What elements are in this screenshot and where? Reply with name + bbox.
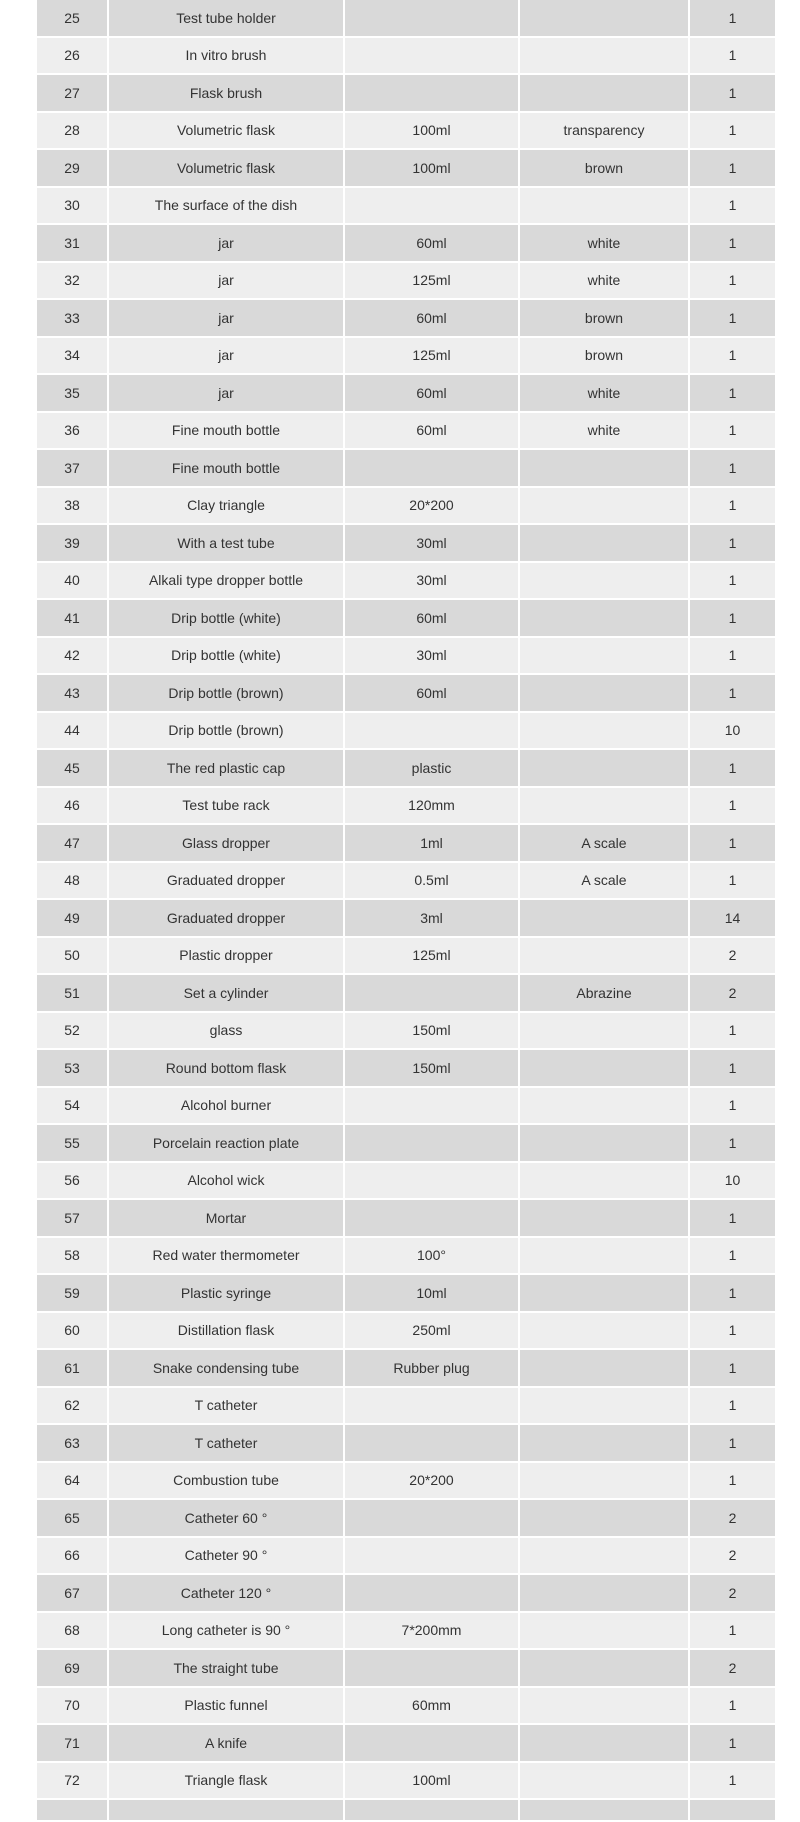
item-spec: 0.5ml — [344, 862, 519, 900]
item-quantity: 1 — [689, 487, 775, 525]
item-name: Fine mouth bottle — [108, 449, 344, 487]
item-name: jar — [108, 337, 344, 375]
item-spec — [344, 0, 519, 37]
row-number: 33 — [37, 299, 108, 337]
item-spec: 20*200 — [344, 1462, 519, 1500]
item-note — [519, 599, 689, 637]
row-number: 67 — [37, 1574, 108, 1612]
item-quantity: 1 — [689, 412, 775, 450]
item-note — [519, 0, 689, 37]
item-note — [519, 1237, 689, 1275]
table-row — [37, 187, 775, 225]
item-quantity: 1 — [689, 1049, 775, 1087]
row-number: 29 — [37, 149, 108, 187]
item-quantity: 1 — [689, 449, 775, 487]
item-note — [519, 749, 689, 787]
item-spec: 20*200 — [344, 487, 519, 525]
item-spec: 100ml — [344, 112, 519, 150]
item-note — [519, 674, 689, 712]
row-number: 51 — [37, 974, 108, 1012]
item-quantity: 2 — [689, 1574, 775, 1612]
item-note — [519, 524, 689, 562]
item-spec: plastic — [344, 749, 519, 787]
item-quantity: 1 — [689, 1087, 775, 1125]
table-row — [37, 1424, 775, 1462]
table-row — [37, 112, 775, 150]
item-quantity: 1 — [689, 1237, 775, 1275]
item-quantity: 1 — [689, 1687, 775, 1725]
table-row — [37, 1049, 775, 1087]
item-note — [519, 1049, 689, 1087]
row-number: 62 — [37, 1387, 108, 1425]
item-name: Plastic funnel — [108, 1687, 344, 1725]
item-name: Distillation flask — [108, 1312, 344, 1350]
row-number: 45 — [37, 749, 108, 787]
item-spec: 60ml — [344, 412, 519, 450]
row-number: 38 — [37, 487, 108, 525]
item-spec: 10ml — [344, 1274, 519, 1312]
table-row — [37, 1087, 775, 1125]
item-spec — [344, 1537, 519, 1575]
table-row — [37, 899, 775, 937]
item-spec: 100° — [344, 1237, 519, 1275]
item-name: jar — [108, 374, 344, 412]
table-row — [37, 1499, 775, 1537]
item-quantity: 1 — [689, 74, 775, 112]
item-name: Test tube holder — [108, 0, 344, 37]
item-name: Alkali type dropper bottle — [108, 562, 344, 600]
item-note — [519, 1349, 689, 1387]
item-spec — [344, 74, 519, 112]
item-note — [519, 712, 689, 750]
item-spec — [344, 1199, 519, 1237]
row-number: 52 — [37, 1012, 108, 1050]
row-number: 41 — [37, 599, 108, 637]
item-quantity: 2 — [689, 937, 775, 975]
item-quantity: 1 — [689, 0, 775, 37]
table-row — [37, 262, 775, 300]
row-number: 42 — [37, 637, 108, 675]
table-row — [37, 1574, 775, 1612]
item-spec: 7*200mm — [344, 1612, 519, 1650]
item-name: Combustion tube — [108, 1462, 344, 1500]
table-row — [37, 1462, 775, 1500]
row-number: 49 — [37, 899, 108, 937]
item-quantity: 1 — [689, 1762, 775, 1800]
item-quantity: 1 — [689, 1724, 775, 1762]
row-number: 34 — [37, 337, 108, 375]
item-quantity: 1 — [689, 224, 775, 262]
row-number: 44 — [37, 712, 108, 750]
row-number: 37 — [37, 449, 108, 487]
item-spec — [344, 1087, 519, 1125]
item-quantity: 1 — [689, 37, 775, 75]
item-note: brown — [519, 149, 689, 187]
item-note — [519, 1537, 689, 1575]
table-row — [37, 1387, 775, 1425]
table-row — [37, 1724, 775, 1762]
table-row — [37, 712, 775, 750]
table-row — [37, 0, 775, 37]
item-spec: 60ml — [344, 224, 519, 262]
row-number: 69 — [37, 1649, 108, 1687]
row-number: 54 — [37, 1087, 108, 1125]
item-name: Alcohol burner — [108, 1087, 344, 1125]
item-name: Volumetric flask — [108, 149, 344, 187]
item-note — [519, 1087, 689, 1125]
table-row — [37, 374, 775, 412]
row-number: 30 — [37, 187, 108, 225]
table-row — [37, 1762, 775, 1800]
table-row — [37, 337, 775, 375]
item-name: Triangle flask — [108, 1762, 344, 1800]
item-note — [519, 1462, 689, 1500]
row-number: 57 — [37, 1199, 108, 1237]
item-name: The surface of the dish — [108, 187, 344, 225]
item-quantity: 1 — [689, 149, 775, 187]
item-quantity: 2 — [689, 1537, 775, 1575]
item-spec: 150ml — [344, 1012, 519, 1050]
item-name: Volumetric flask — [108, 112, 344, 150]
item-quantity: 1 — [689, 1424, 775, 1462]
table-row — [37, 1537, 775, 1575]
item-note — [519, 562, 689, 600]
item-spec: 3ml — [344, 899, 519, 937]
item-spec — [344, 1649, 519, 1687]
item-quantity: 1 — [689, 1387, 775, 1425]
item-quantity: 1 — [689, 112, 775, 150]
item-note — [519, 1274, 689, 1312]
item-name: Graduated dropper — [108, 862, 344, 900]
item-quantity: 2 — [689, 1649, 775, 1687]
table-row — [37, 149, 775, 187]
table-row — [37, 299, 775, 337]
row-number: 65 — [37, 1499, 108, 1537]
row-number: 66 — [37, 1537, 108, 1575]
item-quantity: 10 — [689, 712, 775, 750]
row-number: 63 — [37, 1424, 108, 1462]
item-quantity: 1 — [689, 599, 775, 637]
item-name: Plastic dropper — [108, 937, 344, 975]
row-number: 70 — [37, 1687, 108, 1725]
row-number: 36 — [37, 412, 108, 450]
item-note — [519, 74, 689, 112]
table-row — [37, 524, 775, 562]
table-row — [37, 1199, 775, 1237]
item-name: glass — [108, 1012, 344, 1050]
item-spec: 30ml — [344, 637, 519, 675]
table-row — [37, 599, 775, 637]
item-spec: 120mm — [344, 787, 519, 825]
table-row — [37, 1612, 775, 1650]
row-number: 53 — [37, 1049, 108, 1087]
table-row — [37, 974, 775, 1012]
item-quantity: 1 — [689, 337, 775, 375]
item-quantity: 1 — [689, 674, 775, 712]
item-name: T catheter — [108, 1387, 344, 1425]
item-note: brown — [519, 337, 689, 375]
item-spec — [344, 1124, 519, 1162]
item-name: jar — [108, 224, 344, 262]
item-spec — [344, 1499, 519, 1537]
item-spec: 100ml — [344, 149, 519, 187]
item-note — [519, 37, 689, 75]
item-note — [519, 937, 689, 975]
item-note — [519, 1199, 689, 1237]
item-note: transparency — [519, 112, 689, 150]
item-quantity: 1 — [689, 1312, 775, 1350]
item-quantity: 1 — [689, 824, 775, 862]
row-number: 39 — [37, 524, 108, 562]
item-quantity: 1 — [689, 1124, 775, 1162]
item-note — [519, 449, 689, 487]
item-name: Alcohol wick — [108, 1162, 344, 1200]
item-name: Porcelain reaction plate — [108, 1124, 344, 1162]
item-note — [519, 1499, 689, 1537]
item-note — [519, 1762, 689, 1800]
table-row — [37, 74, 775, 112]
row-number: 28 — [37, 112, 108, 150]
item-quantity: 1 — [689, 524, 775, 562]
item-name: Red water thermometer — [108, 1237, 344, 1275]
table-row — [37, 1124, 775, 1162]
row-number: 48 — [37, 862, 108, 900]
item-name: Catheter 60 ° — [108, 1499, 344, 1537]
item-note — [519, 487, 689, 525]
item-quantity: 10 — [689, 1162, 775, 1200]
item-name: Catheter 120 ° — [108, 1574, 344, 1612]
item-name: Plastic syringe — [108, 1274, 344, 1312]
item-spec: 125ml — [344, 937, 519, 975]
table-row — [37, 1012, 775, 1050]
item-note — [519, 187, 689, 225]
item-note — [519, 1312, 689, 1350]
row-number: 72 — [37, 1762, 108, 1800]
row-number: 50 — [37, 937, 108, 975]
table-row — [37, 637, 775, 675]
item-spec: 60ml — [344, 674, 519, 712]
row-number: 31 — [37, 224, 108, 262]
table-body — [37, 0, 775, 1821]
item-note: A scale — [519, 824, 689, 862]
table-row — [37, 674, 775, 712]
table-row — [37, 1312, 775, 1350]
item-spec: 150ml — [344, 1049, 519, 1087]
table-row — [37, 1162, 775, 1200]
item-spec: 125ml — [344, 262, 519, 300]
table-row — [37, 449, 775, 487]
item-spec — [344, 1574, 519, 1612]
item-quantity: 1 — [689, 1349, 775, 1387]
item-name: A knife — [108, 1724, 344, 1762]
item-quantity: 1 — [689, 787, 775, 825]
table-row — [37, 937, 775, 975]
table-row — [37, 1349, 775, 1387]
item-name: Flask brush — [108, 74, 344, 112]
table-row — [37, 1237, 775, 1275]
row-number: 46 — [37, 787, 108, 825]
item-name: Catheter 90 ° — [108, 1537, 344, 1575]
item-spec — [344, 449, 519, 487]
item-quantity: 1 — [689, 1274, 775, 1312]
table-row — [37, 862, 775, 900]
item-quantity: 2 — [689, 1499, 775, 1537]
table-row — [37, 1649, 775, 1687]
table-row — [37, 562, 775, 600]
row-number: 59 — [37, 1274, 108, 1312]
row-number: 27 — [37, 74, 108, 112]
item-quantity: 14 — [689, 899, 775, 937]
item-spec: 60ml — [344, 374, 519, 412]
row-number: 25 — [37, 0, 108, 37]
table-row-partial — [37, 1799, 775, 1821]
item-note — [519, 1387, 689, 1425]
item-note: white — [519, 374, 689, 412]
row-number: 61 — [37, 1349, 108, 1387]
row-number: 55 — [37, 1124, 108, 1162]
item-name: T catheter — [108, 1424, 344, 1462]
row-number: 68 — [37, 1612, 108, 1650]
item-note — [519, 899, 689, 937]
item-note: brown — [519, 299, 689, 337]
item-name: Mortar — [108, 1199, 344, 1237]
row-number: 43 — [37, 674, 108, 712]
item-spec — [344, 1162, 519, 1200]
item-quantity: 1 — [689, 187, 775, 225]
item-note: white — [519, 262, 689, 300]
table-row — [37, 787, 775, 825]
item-spec: 30ml — [344, 562, 519, 600]
row-number: 32 — [37, 262, 108, 300]
row-number: 64 — [37, 1462, 108, 1500]
item-name: Drip bottle (white) — [108, 637, 344, 675]
item-spec: 250ml — [344, 1312, 519, 1350]
item-note — [519, 1687, 689, 1725]
item-spec — [344, 1387, 519, 1425]
item-quantity: 1 — [689, 1612, 775, 1650]
item-name: Fine mouth bottle — [108, 412, 344, 450]
item-name: Set a cylinder — [108, 974, 344, 1012]
item-quantity: 1 — [689, 562, 775, 600]
equipment-table — [37, 0, 775, 1822]
row-number: 35 — [37, 374, 108, 412]
item-quantity: 1 — [689, 862, 775, 900]
item-quantity: 2 — [689, 974, 775, 1012]
table-row — [37, 1687, 775, 1725]
row-number: 58 — [37, 1237, 108, 1275]
table-row — [37, 1274, 775, 1312]
item-name: Clay triangle — [108, 487, 344, 525]
table-row — [37, 749, 775, 787]
item-name: Round bottom flask — [108, 1049, 344, 1087]
item-note — [519, 1012, 689, 1050]
table-row — [37, 824, 775, 862]
item-quantity: 1 — [689, 749, 775, 787]
table-row — [37, 37, 775, 75]
row-number: 60 — [37, 1312, 108, 1350]
item-name: Graduated dropper — [108, 899, 344, 937]
item-note — [519, 1124, 689, 1162]
table-row — [37, 224, 775, 262]
item-spec: Rubber plug — [344, 1349, 519, 1387]
item-quantity: 1 — [689, 374, 775, 412]
item-name: Drip bottle (brown) — [108, 712, 344, 750]
item-spec — [344, 1724, 519, 1762]
item-note: A scale — [519, 862, 689, 900]
item-name: In vitro brush — [108, 37, 344, 75]
item-spec: 60mm — [344, 1687, 519, 1725]
item-name: Drip bottle (white) — [108, 599, 344, 637]
item-spec: 30ml — [344, 524, 519, 562]
table-row — [37, 412, 775, 450]
item-note — [519, 1612, 689, 1650]
item-spec — [344, 187, 519, 225]
item-spec — [344, 974, 519, 1012]
item-name: Test tube rack — [108, 787, 344, 825]
item-quantity: 1 — [689, 299, 775, 337]
item-name: jar — [108, 262, 344, 300]
item-note — [519, 1724, 689, 1762]
item-name: With a test tube — [108, 524, 344, 562]
item-spec: 1ml — [344, 824, 519, 862]
item-quantity: 1 — [689, 637, 775, 675]
item-note — [519, 1574, 689, 1612]
item-name: Snake condensing tube — [108, 1349, 344, 1387]
item-spec — [344, 1424, 519, 1462]
item-quantity: 1 — [689, 1012, 775, 1050]
item-spec: 60ml — [344, 599, 519, 637]
item-note — [519, 637, 689, 675]
row-number: 71 — [37, 1724, 108, 1762]
item-spec: 60ml — [344, 299, 519, 337]
item-quantity: 1 — [689, 262, 775, 300]
item-note — [519, 1649, 689, 1687]
item-note — [519, 1162, 689, 1200]
table-row — [37, 487, 775, 525]
item-note: white — [519, 224, 689, 262]
item-note — [519, 1424, 689, 1462]
item-spec: 100ml — [344, 1762, 519, 1800]
item-name: jar — [108, 299, 344, 337]
item-note — [519, 787, 689, 825]
row-number: 26 — [37, 37, 108, 75]
item-quantity: 1 — [689, 1199, 775, 1237]
row-number: 47 — [37, 824, 108, 862]
item-note: Abrazine — [519, 974, 689, 1012]
item-spec: 125ml — [344, 337, 519, 375]
item-name: Drip bottle (brown) — [108, 674, 344, 712]
item-name: The red plastic cap — [108, 749, 344, 787]
row-number: 56 — [37, 1162, 108, 1200]
item-name: The straight tube — [108, 1649, 344, 1687]
item-quantity: 1 — [689, 1462, 775, 1500]
row-number: 40 — [37, 562, 108, 600]
item-note: white — [519, 412, 689, 450]
item-spec — [344, 37, 519, 75]
item-name: Glass dropper — [108, 824, 344, 862]
item-spec — [344, 712, 519, 750]
item-name: Long catheter is 90 ° — [108, 1612, 344, 1650]
